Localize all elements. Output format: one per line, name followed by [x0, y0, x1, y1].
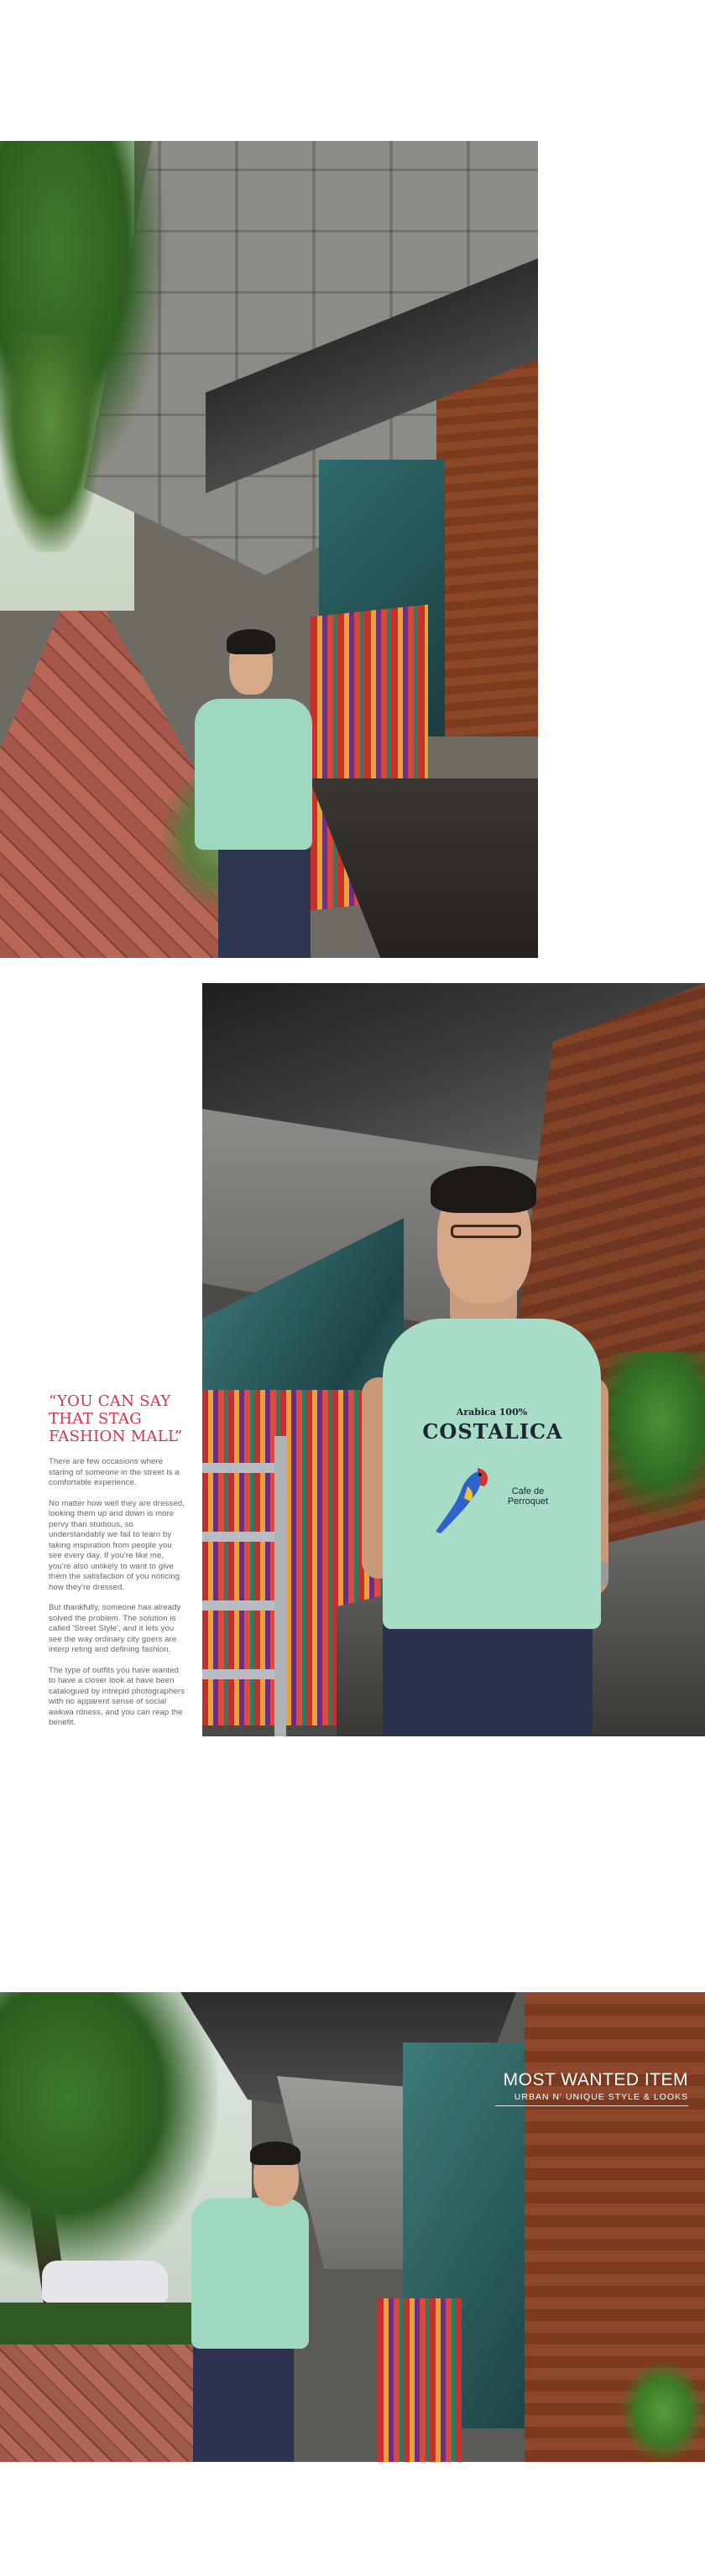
caption-title: MOST WANTED ITEM — [503, 2070, 688, 2089]
parrot-icon — [429, 1461, 496, 1537]
tshirt-print-brand: COSTALICA — [422, 1419, 563, 1444]
tshirt-print-bottom: Cafe de Perroquet — [507, 1486, 549, 1507]
caption-subtitle: URBAN N' UNIQUE STYLE & LOOKS — [514, 2092, 688, 2102]
story-column — [49, 1392, 186, 1739]
story-paragraph: There are few occasions where staring of someone in the street is a comfortable experience. — [49, 1457, 180, 1487]
pull-quote: “YOU CAN SAY THAT STAG FASHION MALL” — [49, 1392, 183, 1445]
tshirt-print-top: Arabica 100% — [456, 1407, 528, 1418]
story-paragraph: No matter how well they are dressed, looking them up and down is more pervy than studious, so understandably we fail to learn by taking inspiration from people you see every day. If you're like me, you're also unlikely to want to give them the satisfaction of you noticing how they're dressed. — [49, 1498, 185, 1592]
story-paragraph: The type of outfits you have wanted to have a closer look at have been catalogued by intrepid photographers with no apparent sense of social awkwa rdness, and you can reap the benefit. — [49, 1665, 185, 1727]
photo-standing-street — [0, 141, 538, 958]
story-paragraph: But thankfully, someone has already solved the problem. The solution is called 'Street Style', and it lets you see the way ordinary city goers are interp reting and defining fashion. — [49, 1603, 181, 1654]
photo-caption — [495, 2070, 688, 2109]
eyeglasses — [451, 1225, 521, 1238]
photo-walkway — [0, 1992, 705, 2462]
photo-closeup-tshirt — [202, 983, 705, 1736]
caption-divider — [495, 2105, 688, 2106]
